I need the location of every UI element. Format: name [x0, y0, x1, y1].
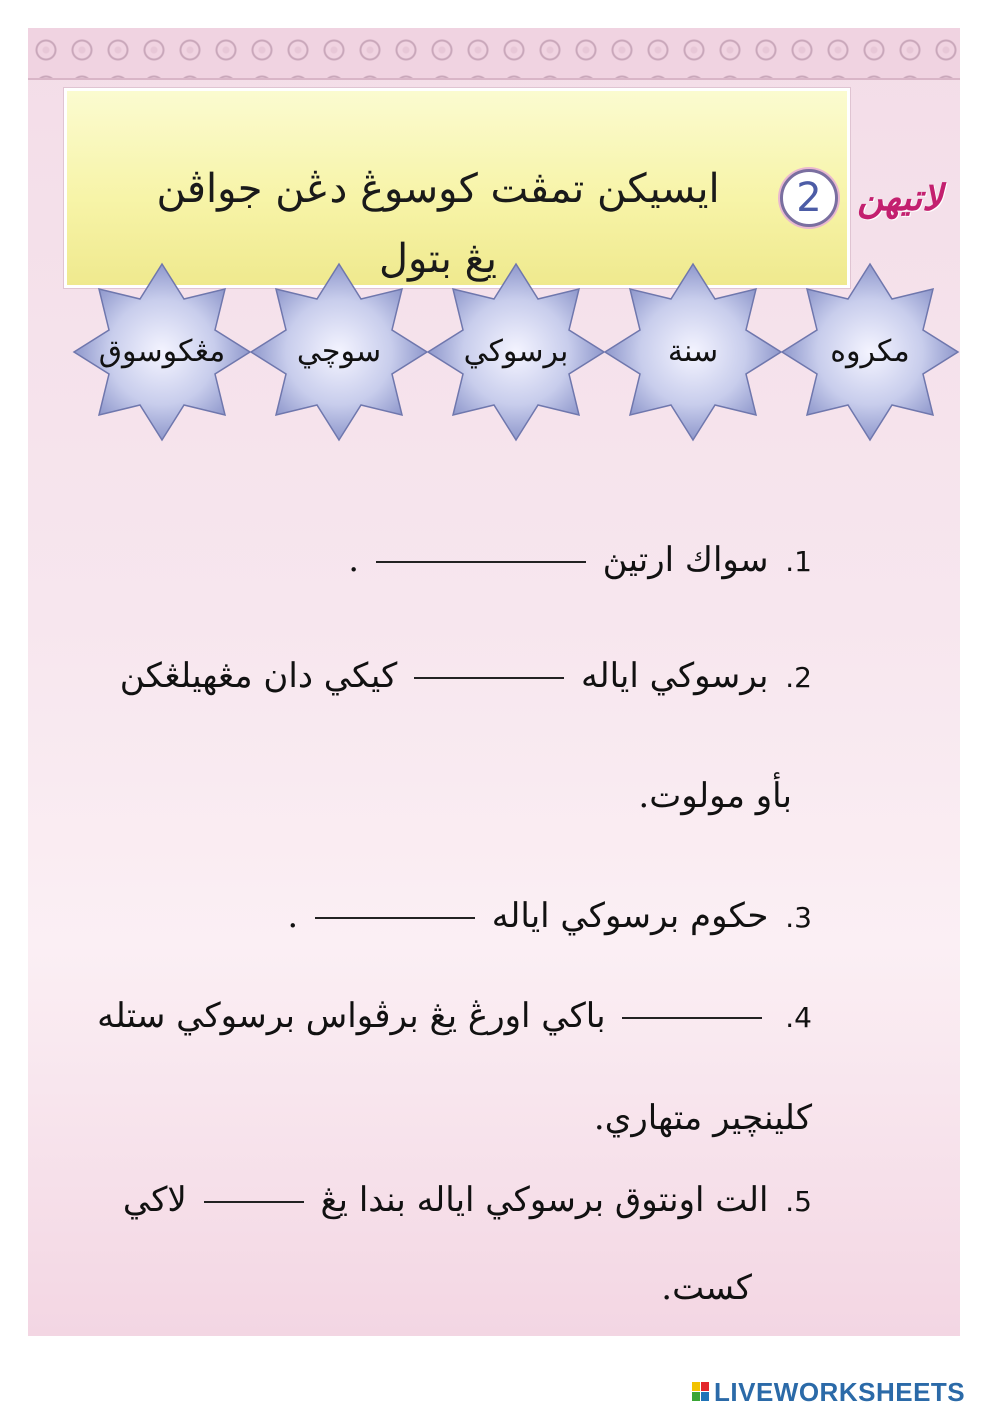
question-text-before: سواك ارتيڽ — [602, 540, 769, 580]
word-option: سوچي — [296, 334, 382, 369]
liveworksheets-logo-icon — [692, 1382, 710, 1402]
exercise-tag: لاتيهن — [857, 177, 943, 219]
question-number: 2. — [785, 661, 812, 694]
word-option: مكروه — [830, 334, 910, 369]
word-bank-star-4[interactable] — [249, 262, 429, 442]
word-option: مڠكوسوق — [98, 334, 226, 369]
question-text-after: . — [348, 540, 360, 580]
question-number: 1. — [785, 545, 812, 578]
question-number: 3. — [785, 901, 812, 934]
question-text-before: برسوكي اياله — [580, 656, 769, 696]
brand-name[interactable]: LIVEWORKSHEETS — [714, 1377, 966, 1407]
word-bank-star-3[interactable] — [426, 262, 606, 442]
exercise-number: 2 — [780, 169, 838, 227]
question-text-after: . — [287, 896, 299, 936]
question-number: 5. — [785, 1185, 812, 1218]
word-bank-star-2[interactable] — [603, 262, 783, 442]
word-bank-star-1[interactable] — [780, 262, 960, 442]
answer-blank[interactable] — [315, 917, 475, 919]
word-option: سنة — [667, 334, 719, 369]
answer-blank[interactable] — [204, 1201, 304, 1203]
answer-blank[interactable] — [414, 677, 564, 679]
question-text-before: حكوم برسوكي اياله — [491, 896, 769, 936]
question-5-continuation: كست. — [661, 1268, 752, 1308]
question-text-before: الت اونتوق برسوكي اياله بندا يڠ — [320, 1180, 769, 1220]
instruction-text: ايسيكن تمڤت كوسوڠ دڠن جواڤن يڠ بتول — [156, 166, 720, 282]
question-2-continuation: بأو مولوت. — [638, 776, 792, 816]
question-4 — [97, 996, 812, 1036]
decorative-lace-border — [28, 28, 960, 80]
question-3 — [287, 896, 812, 936]
question-text-after: كيكي دان مڠهيلڠكن — [119, 656, 398, 696]
question-5 — [123, 1180, 812, 1220]
worksheet-page — [28, 28, 960, 1336]
word-option: برسوكي — [463, 334, 569, 369]
question-number: 4. — [785, 1001, 812, 1034]
question-2 — [120, 656, 812, 696]
word-bank-star-5[interactable] — [72, 262, 252, 442]
question-text-after: لاكي — [122, 1180, 187, 1220]
question-text-after: باكي اورڠ يڠ برڤواس برسوكي ستله — [97, 996, 606, 1036]
question-4-continuation: كلينچير متهاري. — [593, 1098, 812, 1138]
answer-blank[interactable] — [376, 561, 586, 563]
answer-blank[interactable] — [622, 1017, 762, 1019]
question-1 — [348, 540, 812, 580]
